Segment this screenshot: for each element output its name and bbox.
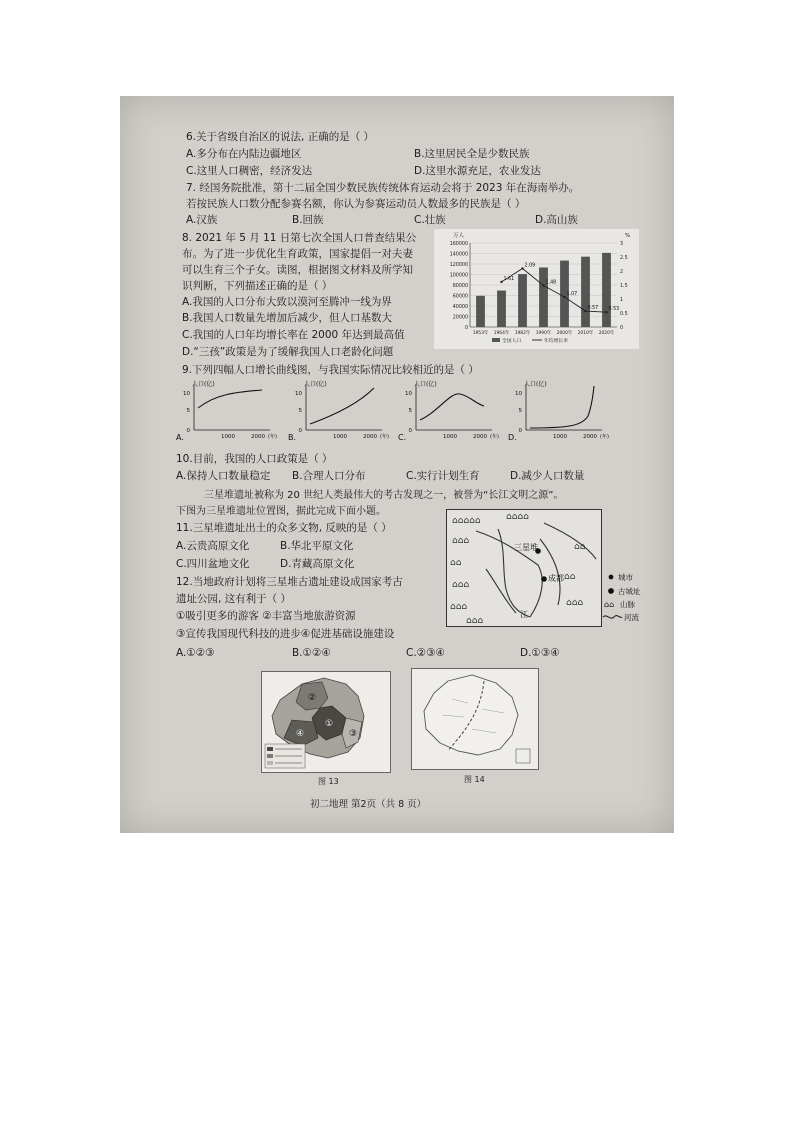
q11-stem: 11.三星堆遗址出土的众多文物, 反映的是（ ）: [176, 522, 392, 534]
q9-ytick: 10: [405, 391, 412, 397]
growth-rate-point: [542, 284, 544, 286]
q10-option-b: B.合理人口分布: [292, 470, 366, 482]
map-legend: [603, 572, 641, 622]
q9-ytick: 5: [186, 408, 190, 414]
q9-xtick: 1000: [553, 434, 567, 440]
q9-xunit: (年): [268, 434, 277, 440]
chart-x-tick: 1990年: [535, 331, 552, 336]
exam-page-photo: [120, 96, 674, 833]
q9-graph-c: [398, 380, 502, 442]
q9-option-label: C.: [398, 433, 407, 442]
q9-xtick: 2000: [251, 434, 265, 440]
chart-left-tick: 20000: [452, 315, 468, 321]
q9-graph-d: [508, 380, 612, 442]
q9-xtick: 1000: [443, 434, 457, 440]
q9-ytick: 5: [298, 408, 302, 414]
map-frame: [447, 510, 602, 627]
svg-text:⌂⌂: ⌂⌂: [564, 572, 576, 582]
q12-statements-line2: ③宣传我国现代科技的进步④促进基础设施建设: [176, 628, 395, 640]
q7-option-d: D.高山族: [535, 214, 578, 226]
region-4-label: ④: [296, 729, 305, 739]
legend-city: 城市: [618, 573, 633, 582]
q9-ytick: 5: [408, 408, 412, 414]
chart-right-unit: %: [625, 233, 631, 239]
chart-right-tick: 0: [620, 325, 624, 331]
q9-ytick: 0: [518, 428, 522, 434]
population-bar: [518, 274, 527, 327]
q6-stem: 6.关于省级自治区的说法, 正确的是（ ）: [186, 131, 375, 143]
chart-right-tick: 2: [620, 269, 624, 275]
q9-option-label: A.: [176, 433, 184, 442]
q6-option-d: D.这里水源充足，农业发达: [414, 165, 541, 177]
growth-rate-point: [563, 296, 565, 298]
growth-rate-label: 1.61: [503, 276, 515, 282]
growth-rate-point: [584, 310, 586, 312]
q11-option-c: C.四川盆地文化: [176, 558, 250, 570]
q9-graphs: [176, 380, 616, 442]
population-bar: [581, 257, 590, 327]
q9-ylabel: 人口(亿): [414, 381, 437, 388]
region-2-label: ②: [308, 693, 317, 703]
q11-option-d: D.青藏高原文化: [280, 558, 355, 570]
q9-option-label: B.: [288, 433, 297, 442]
page-footer: 初二地理 第2页（共 8 页）: [310, 799, 427, 810]
svg-text:⌂⌂: ⌂⌂: [574, 542, 586, 552]
population-bar: [602, 253, 611, 327]
q9-xunit: (年): [600, 434, 609, 440]
growth-rate-label: 0.57: [587, 306, 599, 312]
growth-rate-label: 0.53: [608, 307, 620, 313]
q12-statements-line1: ①吸引更多的游客 ②丰富当地旅游资源: [176, 610, 356, 622]
q7-stem-line2: 若按民族人口数分配参赛名额，你认为参赛运动员人数最多的民族是（ ）: [186, 198, 526, 210]
q9-ytick: 0: [408, 428, 412, 434]
q7-option-b: B.回族: [292, 214, 324, 226]
q10-stem: 10.目前，我国的人口政策是（ ）: [176, 453, 333, 465]
q11-option-b: B.华北平原文化: [280, 540, 354, 552]
legend-population-swatch: [492, 338, 500, 342]
q6-option-b: B.这里居民全是少数民族: [414, 148, 530, 160]
q10-option-d: D.减少人口数量: [510, 470, 585, 482]
q9-stem: 9.下列四幅人口增长曲线图，与我国实际情况比较相近的是（ ）: [182, 364, 479, 376]
q11-option-a: A.云贵高原文化: [176, 540, 250, 552]
q12-option-a: A.①②③: [176, 647, 215, 659]
chart-right-tick: 1.5: [620, 283, 628, 289]
q10-option-a: A.保持人口数量稳定: [176, 470, 271, 482]
chart-x-tick: 1982年: [514, 331, 531, 336]
population-chart: [434, 229, 639, 349]
region-3-label: ③: [349, 729, 358, 739]
q9-graph-b: [288, 380, 392, 442]
q8-option-c: C.我国的人口年均增长率在 2000 年达到最高值: [182, 329, 405, 341]
q8-option-b: B.我国人口数量先增加后减少，但人口基数大: [182, 312, 393, 324]
region-1-label: ①: [325, 719, 334, 729]
q6-option-a: A.多分布在内陆边疆地区: [186, 148, 302, 160]
chart-left-tick: 40000: [452, 304, 468, 310]
q9-xtick: 1000: [221, 434, 235, 440]
legend-rate: 年均增长率: [544, 339, 568, 344]
legend-ancient-site: 古城址: [618, 587, 641, 596]
q7-option-a: A.汉族: [186, 214, 218, 226]
svg-text:⌂⌂⌂⌂: ⌂⌂⌂⌂: [506, 512, 529, 522]
population-bar: [476, 296, 485, 327]
svg-text:⌂⌂⌂: ⌂⌂⌂: [466, 616, 484, 626]
chart-left-tick: 0: [464, 325, 468, 331]
chart-left-unit: 万人: [452, 233, 464, 239]
svg-text:⌂⌂: ⌂⌂: [450, 558, 462, 568]
q9-ytick: 10: [515, 391, 522, 397]
q9-xtick: 2000: [363, 434, 377, 440]
q9-curve: [310, 388, 374, 424]
population-bar: [539, 267, 548, 327]
q12-option-b: B.①②④: [292, 647, 331, 659]
china-outline: [424, 675, 518, 755]
svg-text:⌂⌂⌂: ⌂⌂⌂: [452, 580, 470, 590]
figure-14-map: [411, 668, 539, 770]
chart-left-tick: 60000: [452, 294, 468, 300]
q7-stem-line1: 7. 经国务院批准，第十二届全国少数民族传统体育运动会将于 2023 年在海南举办。: [186, 182, 580, 194]
river-label: 江: [520, 610, 528, 619]
q9-ytick: 10: [183, 391, 190, 397]
chart-right-tick: 3: [620, 241, 624, 247]
chart-x-tick: 2010年: [577, 331, 594, 336]
q9-ytick: 0: [186, 428, 190, 434]
chart-left-tick: 100000: [449, 273, 468, 279]
q6-option-c: C.这里人口稠密，经济发达: [186, 165, 313, 177]
q12-option-c: C.②③④: [406, 647, 445, 659]
svg-text:⌂⌂⌂: ⌂⌂⌂: [450, 602, 468, 612]
q9-xtick: 2000: [473, 434, 487, 440]
legend-population: 全国人口: [502, 339, 522, 344]
chart-right-tick: 0.5: [620, 311, 628, 317]
sanxingdui-intro-line2: 下图为三星堆遗址位置图，据此完成下面小题。: [176, 506, 386, 517]
q8-stem-line1: 8. 2021 年 5 月 11 日第七次全国人口普查结果公: [182, 232, 417, 244]
q10-option-c: C.实行计划生育: [406, 470, 480, 482]
sanxingdui-intro-line1: 三星堆遗址被称为 20 世纪人类最伟大的考古发现之一，被誉为“长江文明之源”。: [204, 490, 564, 501]
legend-mountain: 山脉: [620, 600, 635, 609]
q8-stem-line2: 布。为了进一步优化生育政策，国家提倡一对夫妻: [182, 248, 413, 260]
chart-right-tick: 1: [620, 297, 624, 303]
q9-option-label: D.: [508, 433, 517, 442]
growth-rate-point: [605, 311, 607, 313]
chart-left-tick: 120000: [449, 262, 468, 268]
sanxingdui-location-map: [446, 509, 660, 627]
chart-left-tick: 80000: [452, 283, 468, 289]
figure-13-map: [261, 671, 391, 773]
figure-13-caption: 图 13: [318, 777, 339, 786]
q9-xunit: (年): [380, 434, 389, 440]
q9-curve: [530, 386, 594, 428]
chart-x-tick: 1953年: [472, 331, 489, 336]
q9-xtick: 1000: [333, 434, 347, 440]
sanxingdui-label: 三星堆: [514, 543, 538, 552]
chart-x-tick: 1964年: [493, 331, 510, 336]
growth-rate-label: 2.09: [524, 263, 536, 269]
chengdu-label: 成都: [548, 574, 564, 583]
svg-text:⌂⌂⌂⌂⌂: ⌂⌂⌂⌂⌂: [452, 516, 481, 526]
population-bar: [497, 291, 506, 327]
q9-ytick: 0: [298, 428, 302, 434]
q9-ytick: 10: [295, 391, 302, 397]
q9-curve: [420, 394, 484, 420]
svg-text:⌂⌂⌂: ⌂⌂⌂: [566, 598, 584, 608]
chart-left-tick: 160000: [449, 241, 468, 247]
svg-text:⌂⌂⌂: ⌂⌂⌂: [452, 536, 470, 546]
chart-x-tick: 2000年: [556, 331, 573, 336]
q9-ytick: 5: [518, 408, 522, 414]
q9-xtick: 2000: [583, 434, 597, 440]
growth-rate-point: [521, 267, 523, 269]
svg-text:⌂⌂: ⌂⌂: [604, 600, 615, 609]
q8-stem-line4: 识判断，下列描述正确的是（ ）: [182, 280, 333, 292]
q9-ylabel: 人口(亿): [192, 381, 215, 388]
q9-ylabel: 人口(亿): [304, 381, 327, 388]
q9-curve: [198, 390, 262, 408]
chengdu-city-marker: [541, 576, 547, 582]
q12-stem-line2: 遗址公园, 这有利于（ ）: [176, 593, 292, 605]
q8-option-a: A.我国的人口分布大致以漠河至腾冲一线为界: [182, 296, 392, 308]
q12-option-d: D.①③④: [520, 647, 560, 659]
chart-right-tick: 2.5: [620, 255, 628, 261]
growth-rate-label: 1.48: [545, 280, 557, 286]
growth-rate-label: 1.07: [566, 292, 578, 298]
chart-left-tick: 140000: [449, 252, 468, 258]
legend-river: 河流: [624, 613, 639, 622]
figure-14-caption: 图 14: [464, 775, 485, 784]
q8-option-d: D.“三孩”政策是为了缓解我国人口老龄化问题: [182, 346, 394, 358]
q9-xunit: (年): [490, 434, 499, 440]
chart-x-tick: 2020年: [598, 331, 615, 336]
q9-graph-a: [176, 380, 280, 442]
growth-rate-point: [500, 281, 502, 283]
q9-ylabel: 人口(亿): [524, 381, 547, 388]
q7-option-c: C.壮族: [414, 214, 446, 226]
south-china-sea-inset: [516, 749, 530, 763]
q8-stem-line3: 可以生育三个子女。读图，根据图文材料及所学知: [182, 264, 413, 276]
q12-stem-line1: 12.当地政府计划将三星堆古遗址建设成国家考古: [176, 576, 403, 588]
